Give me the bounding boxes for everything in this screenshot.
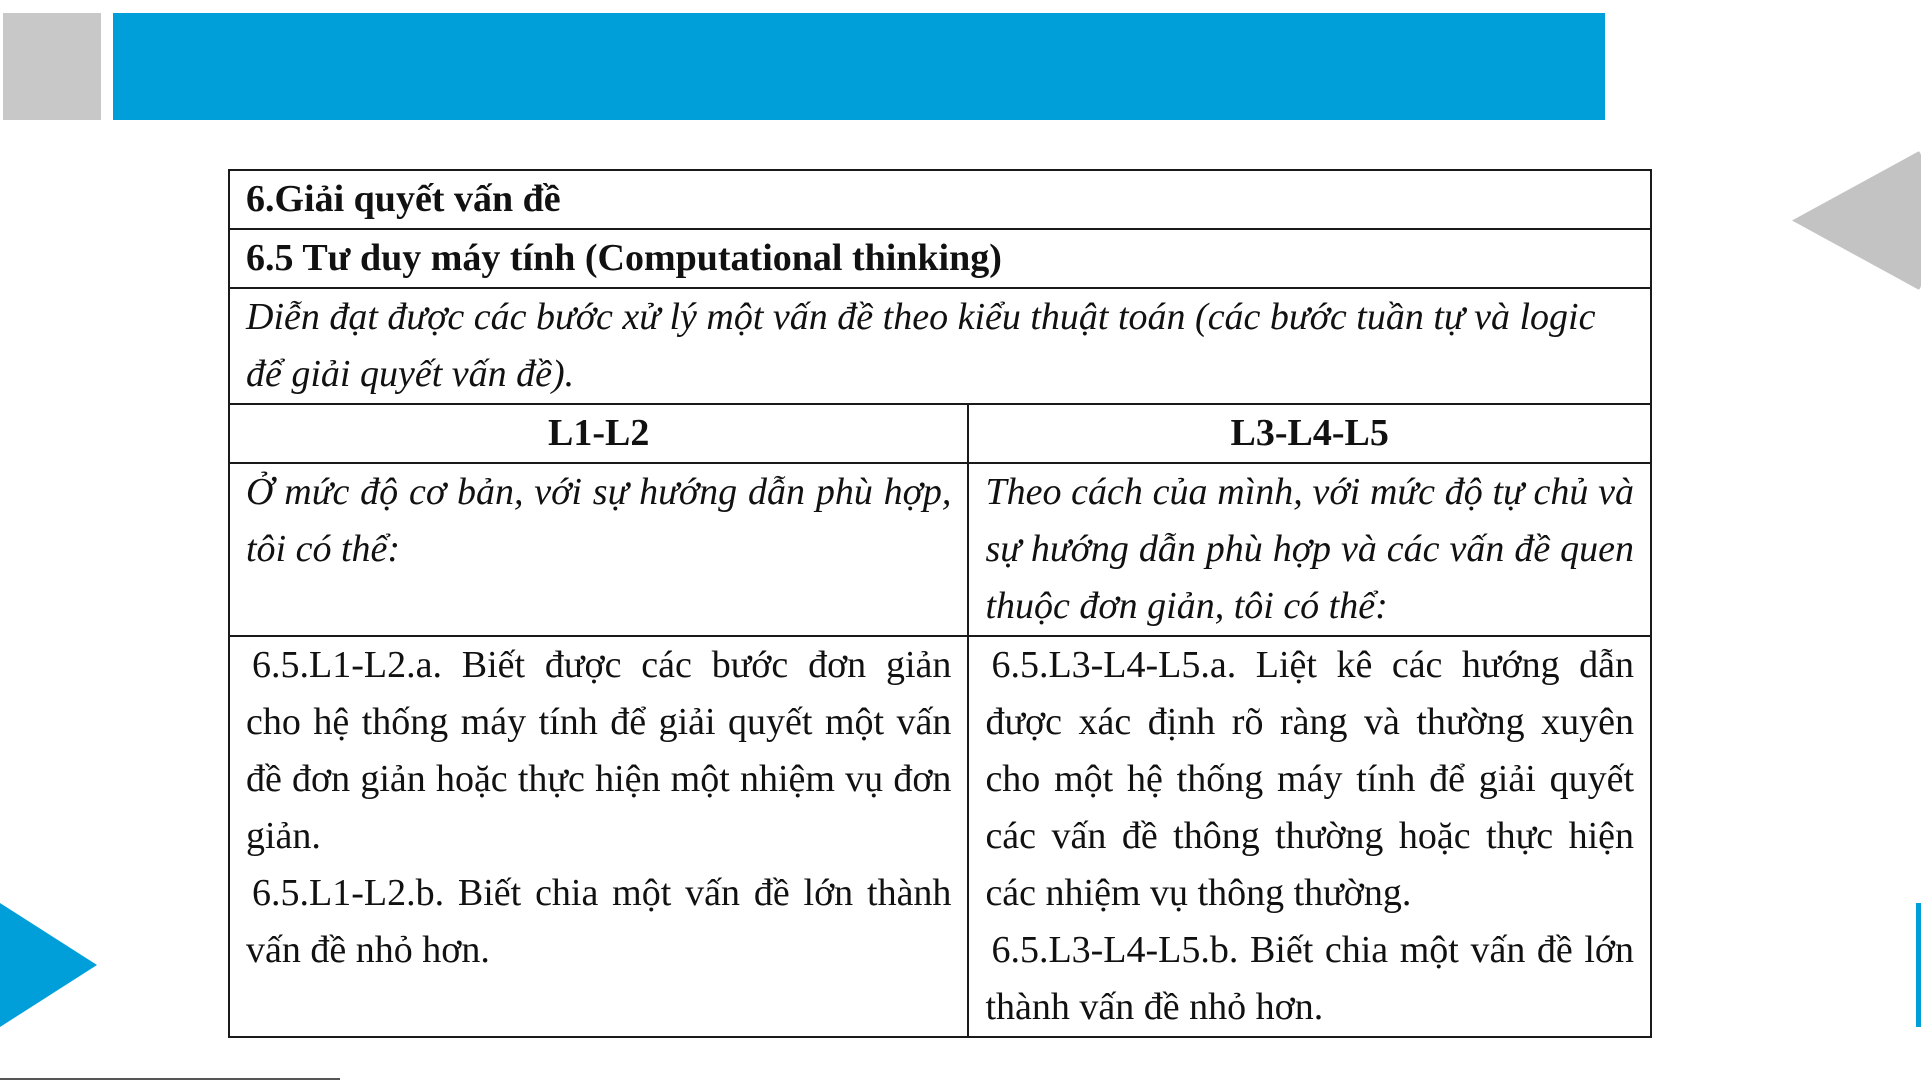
level-header-l3-l5: L3-L4-L5 <box>968 404 1651 463</box>
level-intro-row <box>229 463 1651 636</box>
competency-item: 6.5.L1-L2.a. Biết được các bước đơn giản cho hệ thống máy tính để giải quyết một vấn đề đơn giản hoặc thực hiện một nhiệm vụ đơn giản. <box>246 644 952 857</box>
title-banner <box>113 13 1605 120</box>
level-intro-l3-l5: Theo cách của mình, với mức độ tự chủ và sự hướng dẫn phù hợp và các vấn đề quen thuộc đơn giản, tôi có thể: <box>968 463 1651 636</box>
level-items-l1-l2 <box>229 636 968 1037</box>
level-items-l3-l5 <box>968 636 1651 1037</box>
competency-table <box>228 169 1652 1038</box>
level-items-row <box>229 636 1651 1037</box>
footer-divider <box>0 1078 340 1080</box>
section-heading-row <box>229 170 1651 229</box>
competency-item: 6.5.L3-L4-L5.b. Biết chia một vấn đề lớn thành vấn đề nhỏ hơn. <box>985 929 1634 1028</box>
decor-blue-edge <box>1916 903 1921 1027</box>
level-header-row <box>229 404 1651 463</box>
section-heading: 6.Giải quyết vấn đề <box>229 170 1651 229</box>
level-intro-l1-l2: Ở mức độ cơ bản, với sự hướng dẫn phù hợp, tôi có thể: <box>229 463 968 636</box>
next-slide-arrow-icon[interactable] <box>0 903 97 1027</box>
subsection-heading: 6.5 Tư duy máy tính (Computational thinking) <box>229 229 1651 288</box>
subsection-heading-row <box>229 229 1651 288</box>
level-header-l1-l2: L1-L2 <box>229 404 968 463</box>
previous-slide-arrow-icon[interactable] <box>1792 150 1921 291</box>
decor-gray-square <box>3 13 101 120</box>
competency-description: Diễn đạt được các bước xử lý một vấn đề theo kiểu thuật toán (các bước tuần tự và logic để giải quyết vấn đề). <box>229 288 1651 404</box>
competency-item: 6.5.L1-L2.b. Biết chia một vấn đề lớn thành vấn đề nhỏ hơn. <box>246 872 952 971</box>
competency-item: 6.5.L3-L4-L5.a. Liệt kê các hướng dẫn được xác định rõ ràng và thường xuyên cho một hệ thống máy tính để giải quyết các vấn đề thông thường hoặc thực hiện các nhiệm vụ thông thường. <box>985 644 1634 914</box>
description-row <box>229 288 1651 404</box>
